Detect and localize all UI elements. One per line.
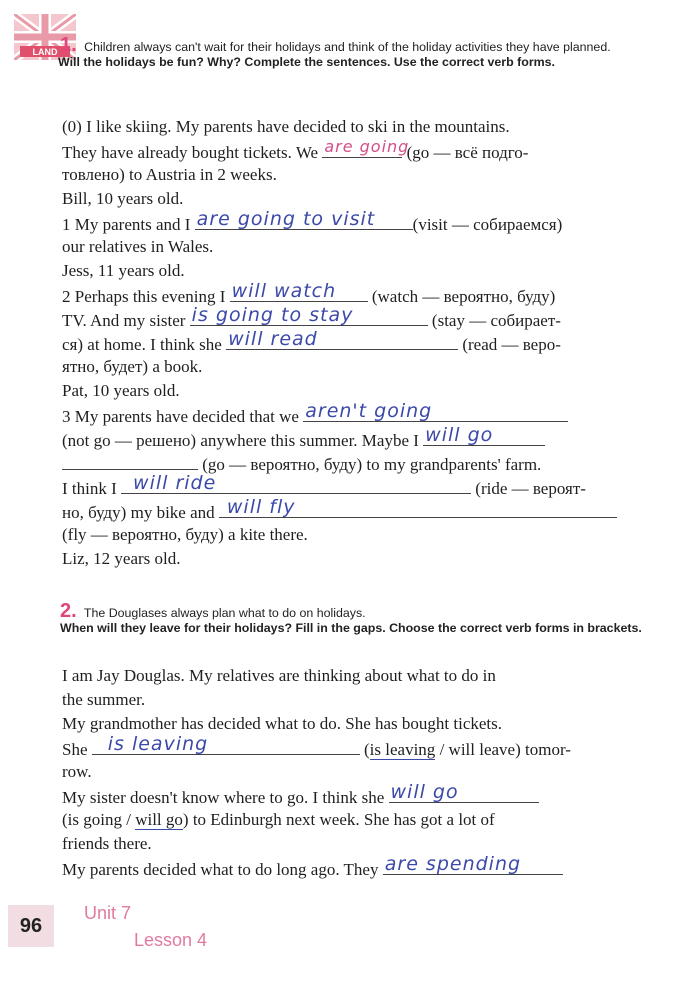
answer-gap[interactable] [230, 280, 368, 302]
handwritten-answer: will read [228, 328, 318, 350]
text-line: (not go — решено) anywhere this summer. Maybe I will go [62, 427, 652, 451]
task1-header [58, 34, 650, 70]
chosen-option: will go [135, 810, 183, 829]
handwritten-answer: are going [324, 137, 410, 156]
text-line: 3 My parents have decided that we aren't going [62, 403, 652, 427]
text-line: They have already bought tickets. We are going (go — всё подго- [62, 137, 529, 162]
answer-gap[interactable] [389, 781, 539, 803]
handwritten-answer: will ride [133, 472, 217, 494]
text-line: She is leaving (is leaving / will leave) tomor- [62, 733, 571, 759]
text-line: the summer. [62, 690, 146, 709]
answer-gap[interactable] [383, 853, 563, 875]
answer-gap[interactable] [195, 208, 413, 230]
lesson-label: Lesson 4 [134, 930, 208, 950]
text-line: (is going / will go) to Edinburgh next week. She has got a lot of [62, 810, 495, 829]
text-line: (fly — вероятно, буду) a kite there. [62, 525, 308, 544]
text-line: TV. And my sister is going to stay (stay — собирает- [62, 304, 561, 330]
task1-instruction: Will the holidays be fun? Why? Complete the sentences. Use the correct verb forms. [58, 55, 555, 69]
task2-instruction: When will they leave for their holidays? Fill in the gaps. Choose the correct verb forms in brackets. [60, 621, 642, 635]
text-line: товлено) to Austria in 2 weeks. [62, 165, 277, 184]
handwritten-answer: will fly [226, 496, 296, 518]
handwritten-answer: is leaving [107, 733, 209, 755]
text-line: но, буду) my bike and will fly [62, 499, 652, 523]
answer-gap[interactable] [303, 400, 568, 422]
answer-gap[interactable] [322, 137, 410, 158]
text-line: My parents decided what to do long ago. They are spending [62, 856, 652, 880]
text-line: Bill, 10 years old. [62, 189, 184, 208]
answer-gap[interactable] [62, 451, 198, 470]
handwritten-answer: are spending [384, 853, 522, 875]
text-line: (0) I like skiing. My parents have decided to ski in the mountains. [62, 117, 510, 136]
answer-gap[interactable] [423, 424, 545, 446]
text-line: our relatives in Wales. [62, 237, 214, 256]
handwritten-answer: aren't going [305, 400, 433, 422]
text-line: My grandmother has decided what to do. She has bought tickets. [62, 714, 503, 733]
text-line: Liz, 12 years old. [62, 549, 181, 568]
text-line: Jess, 11 years old. [62, 261, 185, 280]
handwritten-answer: is going to stay [191, 304, 354, 326]
answer-gap[interactable] [92, 733, 360, 755]
text-line: I am Jay Douglas. My relatives are thinking about what to do in [62, 666, 496, 685]
text-line: ятно, будет) a book. [62, 357, 203, 376]
text-line: I think I will ride (ride — вероят- [62, 472, 586, 498]
task1-intro: Children always can't wait for their holidays and think of the holiday activities they have planned. [84, 40, 611, 54]
handwritten-answer: are going to visit [196, 208, 376, 230]
text-line: Pat, 10 years old. [62, 381, 180, 400]
task2-header [60, 600, 650, 636]
handwritten-answer: will go [425, 424, 494, 446]
task2-body [62, 664, 652, 880]
task1-number: 1. [60, 34, 77, 56]
text-line: row. [62, 762, 92, 781]
answer-gap[interactable] [226, 328, 458, 350]
text-line: friends there. [62, 834, 152, 853]
text-line: (go — вероятно, буду) to my grandparents' farm. [62, 451, 652, 475]
badge-text: LAND [32, 47, 58, 57]
unit-label: Unit 7 [84, 903, 132, 923]
answer-gap[interactable] [190, 304, 428, 326]
task2-number: 2. [60, 600, 77, 622]
text-line: ся) at home. I think she will read (read — веро- [62, 328, 561, 354]
chosen-option: is leaving [369, 740, 436, 759]
answer-gap[interactable] [219, 496, 617, 518]
task2-intro: The Douglases always plan what to do on holidays. [83, 606, 366, 620]
text-line: 1 My parents and I are going to visit (visit — собираемся) [62, 208, 563, 234]
page-number: 96 [8, 905, 54, 947]
text-line: My sister doesn't know where to go. I think she will go [62, 784, 652, 808]
text-line: 2 Perhaps this evening I will watch (watch — вероятно, буду) [62, 280, 556, 306]
handwritten-answer: will go [390, 781, 459, 803]
handwritten-answer: will watch [231, 280, 337, 302]
task1-body [62, 115, 652, 571]
